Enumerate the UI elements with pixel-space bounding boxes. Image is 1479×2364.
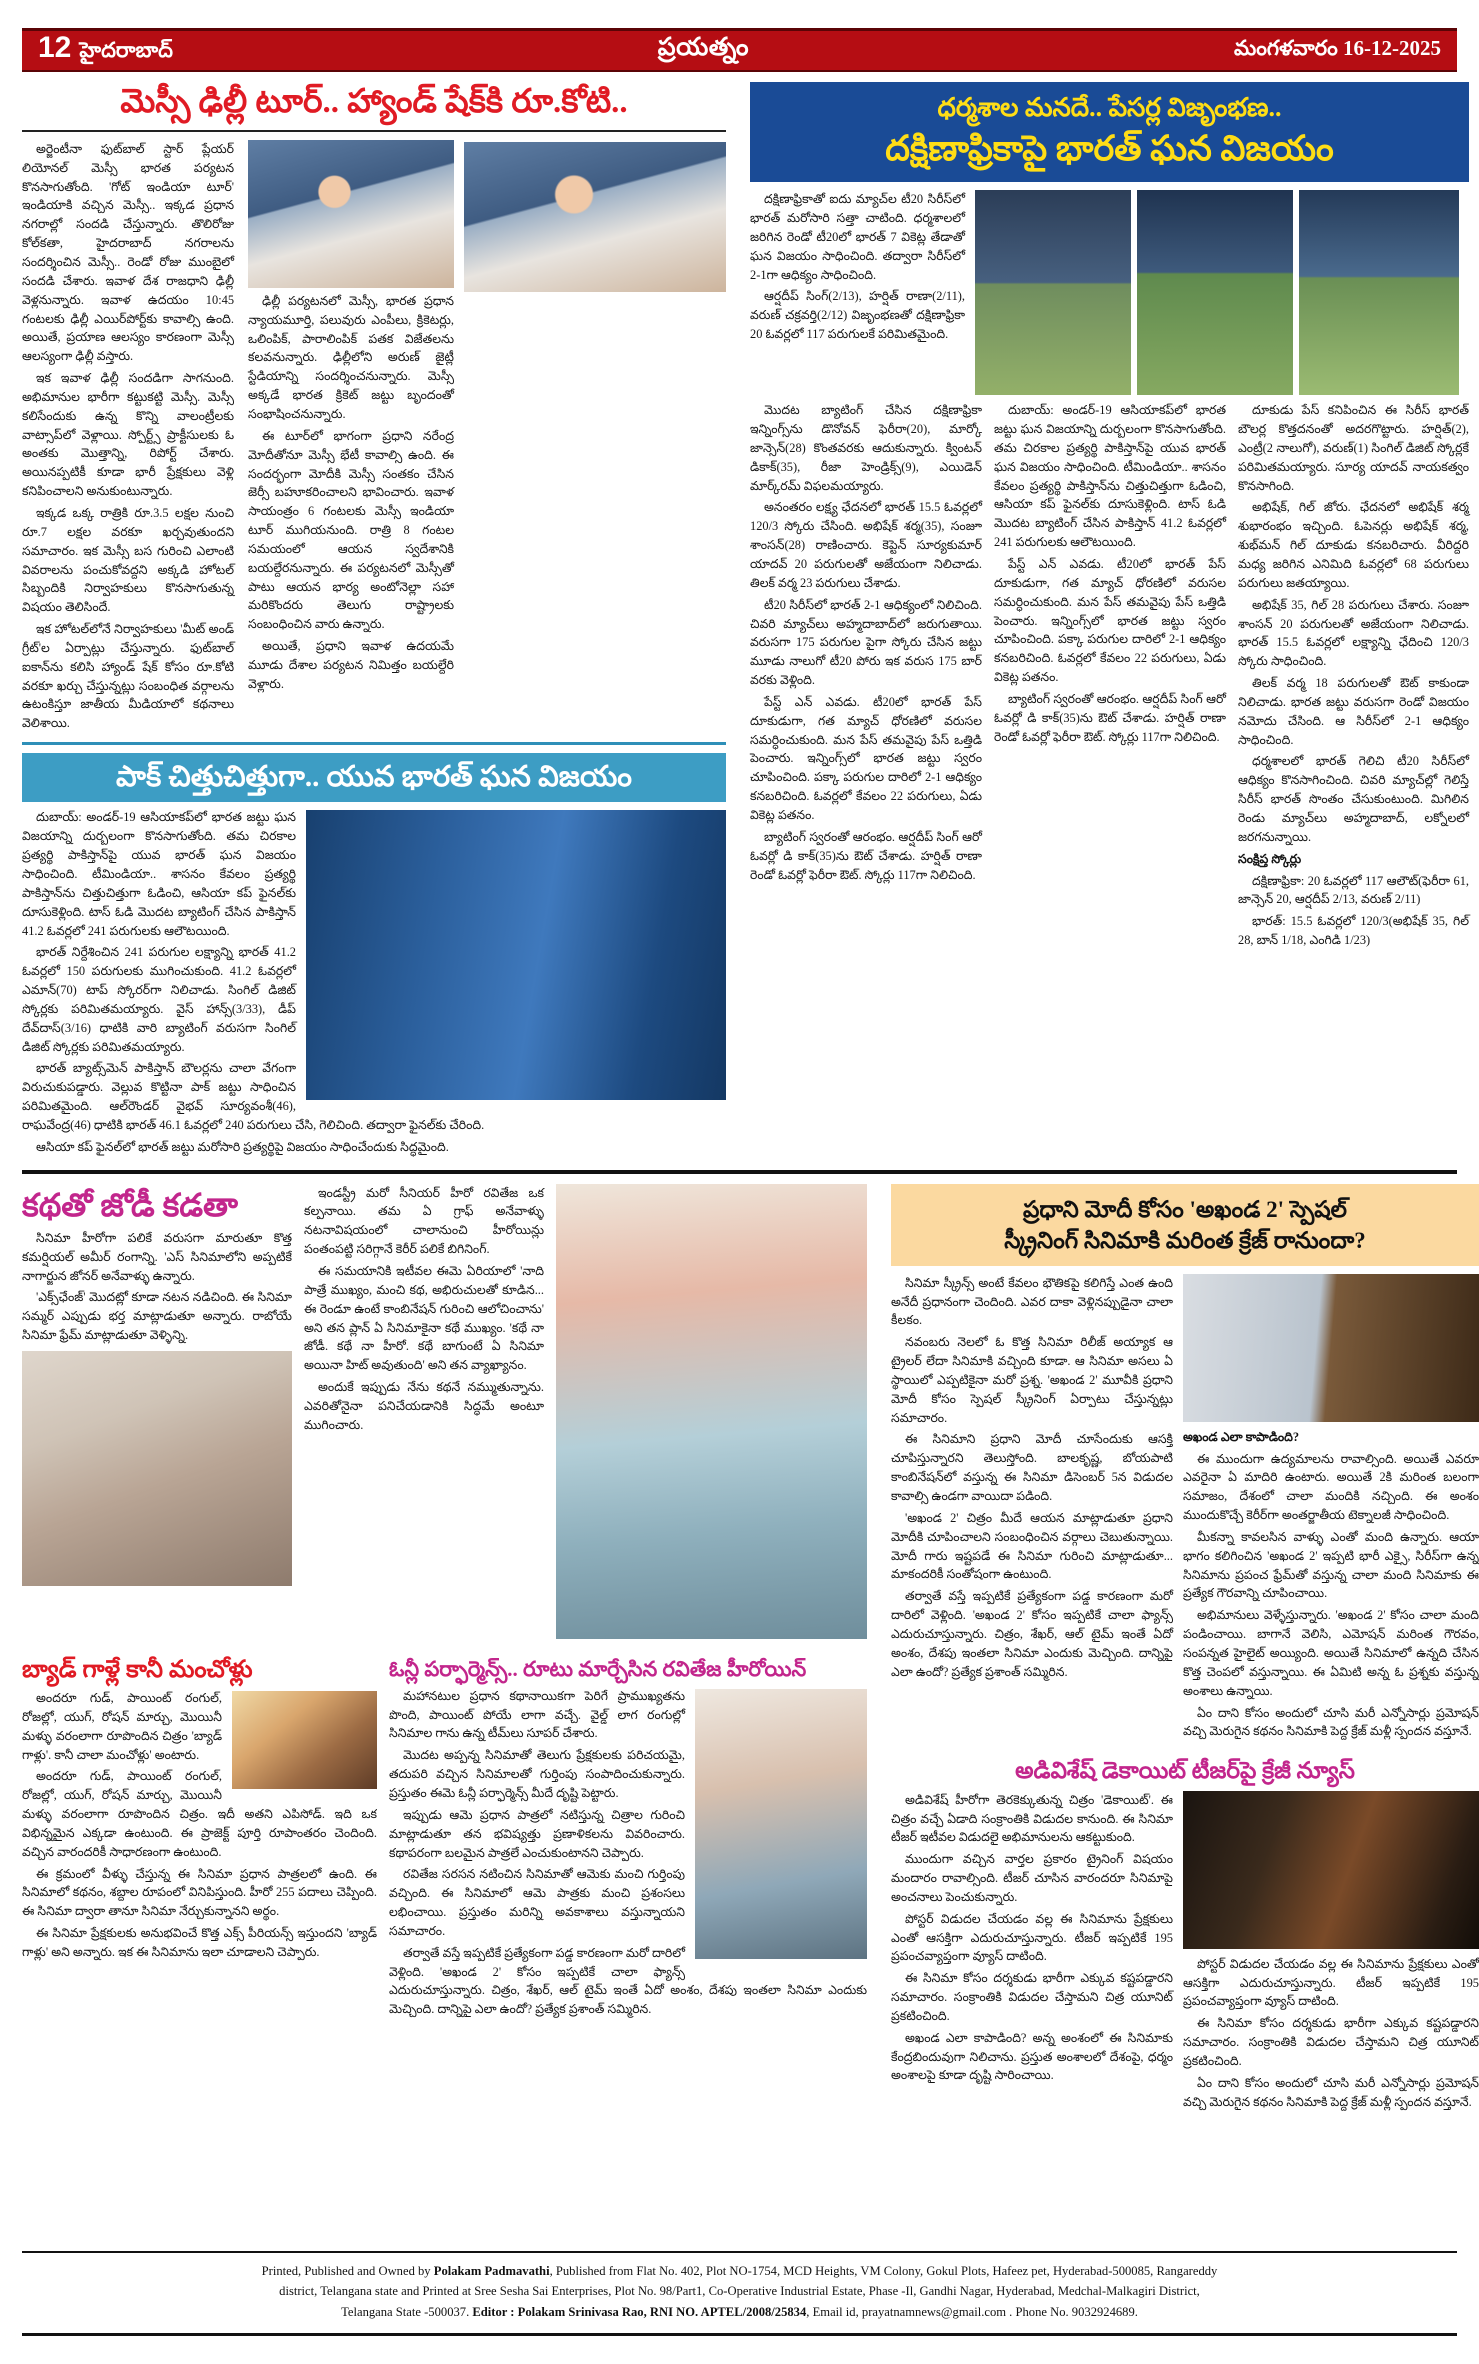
badguys-headline: బ్యాడ్ గాళ్లే కానీ మంచోళ్లు	[22, 1656, 253, 1683]
paragraph: మొదట బ్యాటింగ్ చేసిన దక్షిణాఫ్రికా ఇన్నింగ్స్‌ను డొనోవన్ ఫెరీరా(20), మార్కో జాన్సెన్(28) కొంతవరకు ఆదుకున్నారు. క్వింటన్ డికాక్(35), రీజా హెండ్రిక్స్(9), ఎయిడెన్ మార్క్‌రమ్ విఫలమయ్యారు.	[750, 403, 982, 493]
paragraph: సినిమా స్క్రీన్స్ అంటే కేవలం భౌతికపై కలిగిస్తే ఎంత ఉంది అనేదీ ప్రధానంగా చెందింది. ఎవర దాకా వెళ్లినప్పుడైనా చాలా కీలకం.	[891, 1275, 1173, 1328]
paragraph: 'అఖండ 2' చిత్రం మీదే ఆయన మాట్లాడుతూ ప్రధాని మోదీకి చూపించాలని సంబంధించిన వర్గాలు చెబుతున్నాయి. మోదీ గారు ఇష్టపడే ఈ సినిమా గురించి మాట్లాడుతూ... మాకందరికీ సంతోషంగా ఉంటుంది.	[891, 1510, 1173, 1582]
paragraph: అందరూ గుడ్, పాయింట్ రంగుల్, రోజల్లో, యుగ్, రోషన్ మార్చు, మొయినీ మళ్ళు వరంలాగా రూపొందిన చిత్రం 'బ్యాడ్ గాళ్లు'. కానీ చాలా మంచోళ్లు' అంటారు.	[22, 1691, 222, 1762]
jodi-col-2	[304, 1184, 544, 1435]
messi-photo-2	[248, 140, 454, 288]
paragraph: అందుకే ఇప్పుడు నేను కథనే నమ్ముతున్నాను. ఎవరితోనైనా పనిచేయడానికి సిద్ధమే అంటూ ముగించారు.	[304, 1380, 544, 1432]
paragraph: ఈ టూర్‌లో భాగంగా ప్రధాని నరేంద్ర మోదీతోనూ మెస్సీ భేటీ కావాల్సి ఉంది. ఈ సందర్భంగా మోదీకి మెస్సీ సంతకం చేసిన జెర్సీ బహూకరించాలని భావించారు. ఇవాళ సాయంత్రం 6 గంటలకు మెస్సీ ఇండియా టూర్ ముగియనుంది. రాత్రి 8 గంటల సమయంలో ఆయన స్వదేశానికి బయల్దేరనున్నారు. ఈ పర్యటనలో మెస్సీతో పాటు ఆయన భార్య అంటోనెల్లా సహా మరికొందరు తెలుగు రాష్ట్రాలకు సంబంధించిన వారు ఉన్నారు.	[248, 428, 454, 632]
scores-title: సంక్షిప్త స్కోర్లు	[1238, 851, 1302, 866]
dharamsala-col-1	[750, 190, 965, 395]
paragraph: ఈ ముందుగా ఉద్యమాలను రావాల్సింది. అయితే ఎవరూ ఎవరైనా ఏ మాదిరి ఉంటారు. అయితే 2కి మరింత బలంగా సమాజం, దేశంలో చాలా మందికి నచ్చింది. ఈ అంశం ముందుకొచ్చే కెరీర్‌గా అంతర్జాతీయ టెక్నాలజీ సాధించింది.	[1183, 1451, 1479, 1523]
jodi-col-1	[22, 1229, 292, 1345]
imprint-footer	[22, 2251, 1457, 2336]
paragraph: భారత్ నిర్దేశించిన 241 పరుగుల లక్ష్యాన్ని భారత్ 41.2 ఓవర్లలో 150 పరుగులకు ముగించుకుంది. 41.2 ఓవర్లలో ఎమాన్(70) టాప్ స్కోరర్‌గా నిలిచాడు. సింగిల్ డిజిట్ స్కోర్లకు పరిమితమయ్యారు. వైస్ హాన్స్(3/33), డీప్ దేవ్‌దాస్(3/16) ధాటికి వారి బ్యాటింగ్ వరుసగా సింగిల్ డిజిట్ స్కోర్లకు పరిమితమయ్యారు.	[22, 945, 296, 1054]
paragraph: ఈ సినిమా కోసం దర్శకుడు భారీగా ఎక్కువ కష్టపడ్డారని సమాచారం. సంక్రాంతికి విడుదల చేస్తామని చిత్ర యూనిట్ ప్రకటించింది.	[891, 1971, 1173, 2023]
paragraph: ఈ సినిమాని ప్రధాని మోదీ చూసేందుకు ఆసక్తి చూపిస్తున్నారని తెలుస్తోంది. బాలకృష్ణ, బోయపాటి కాంబినేషన్‌లో వస్తున్న ఈ సినిమా డిసెంబర్ 5న విడుదల కావాల్సి ఉండగా వాయిదా పడింది.	[891, 1432, 1173, 1503]
editor-name: Editor : Polakam Srinivasa Rao, RNI NO. APTEL/2008/25834	[472, 2305, 807, 2320]
india-batsman-photo	[1299, 190, 1459, 395]
paragraph: దక్షిణాఫ్రికాతో ఐదు మ్యాచ్‌ల టీ20 సిరీస్‌లో భారత్ మరోసారి సత్తా చాటింది. ధర్మశాలలో జరిగిన రెండో టీ20లో భారత్ 7 వికెట్ల తేడాతో ఘన విజయం సాధించింది. తద్వారా సిరీస్‌లో 2-1గా ఆధిక్యం సాధించింది.	[750, 192, 965, 282]
paragraph: ముందుగా వచ్చిన వార్తల ప్రకారం ట్రైనింగ్ విషయం మందారం రావాల్సింది. టీజర్ చూసిన వారందరూ సినిమాపై అంచనాలు పెంచుకున్నారు.	[891, 1852, 1173, 1904]
dacoit-poster-photo	[1183, 1791, 1479, 1949]
paper-name: ప్రయత్నం	[657, 33, 750, 61]
actress-photo-1	[22, 1351, 292, 1586]
score-line-ind: భారత్: 15.5 ఓవర్లలో 120/3(అభిషేక్ 35, గిల్ 28, బాన్ 1/18, ఎంగిడి 1/23)	[1238, 914, 1469, 948]
date-line: మంగళవారం 16-12-2025	[1234, 35, 1441, 60]
dacoit-col-2	[1183, 1955, 1479, 2112]
paragraph: పేస్ట్ ఎన్ ఎవడు. టీ20లో భారత్ పేస్ దూకుడుగా, గత మ్యాచ్ ధోరణిలో వరుసల సమర్ధించుకుంది. మన పేస్ తమవైపు పేస్ ఒత్తిడి పెంచారు. ఇన్నింగ్స్‌లో భారత జట్టు స్వరం చూపించింది. పక్కా పరుగుల దారిలో 2-1 ఆధిక్యం కనబరిచింది. ఓవర్లలో కేవలం 22 పరుగులు, ఏడు వికెట్ల పతనం.	[750, 694, 982, 822]
paragraph: అనంతరం లక్ష్య ఛేదనలో భారత్ 15.5 ఓవర్లలో 120/3 స్కోరు చేసింది. అభిషేక్ శర్మ(35), సంజూ శాంసన్(28) రాణించారు. కెప్టెన్ సూర్యకుమార్ యాదవ్ 20 పరుగులతో అజేయంగా నిలిచాడు. తిలక్ వర్మ 23 పరుగులు చేశాడు.	[750, 500, 982, 590]
paragraph: పోస్టర్ విడుదల చేయడం వల్ల ఈ సినిమాను ప్రేక్షకులు ఎంతో ఆసక్తిగా ఎదురుచూస్తున్నారు. టీజర్ ఇప్పటికే 195 ప్రపంచవ్యాప్తంగా వ్యూస్ దాటింది.	[1183, 1956, 1479, 2009]
paragraph: మహానటుల ప్రధాన కథానాయికగా పెరిగే ప్రాముఖ్యతను పొంది, పాయింట్ పోయే లాగా వచ్చే. వైల్డ్ లాగ రంగుల్లో సినిమాల గాను ఉన్న టీమ్‌లు సూపర్ చేశారు.	[389, 1688, 685, 1741]
paragraph: దూకుడు పేస్ కనిపించిన ఈ సిరీస్ భారత్ బౌలర్ల కొత్తదనంతో అదరగొట్టారు. హర్షిత్(2), ఎంట్రీ(2 నాలుగో), వరుణ్(1) సింగిల్ డిజిట్ స్కోర్లకే పరిమితమయ్యారు. సూర్య యాదవ్ నాయకత్వం కొనసాగింది.	[1238, 403, 1469, 493]
paragraph: ఢిల్లీ పర్యటనలో మెస్సీ, భారత ప్రధాన న్యాయమూర్తి, పలువురు ఎంపీలు, క్రికెటర్లు, ఒలింపిక్, పారాలింపిక్ పతక విజేతలను కలవనున్నారు. ఢిల్లీలోని అరుణ్ జైట్లీ స్టేడియాన్ని సందర్శించనున్నారు. మెస్సీ అక్కడే భారత క్రికెట్ జట్టు బృందంతో సంభాషించనున్నారు.	[248, 293, 454, 421]
messi-col-2	[248, 292, 454, 694]
paragraph: ఈ సినిమా కోసం దర్శకుడు భారీగా ఎక్కువ కష్టపడ్డారని సమాచారం. సంక్రాంతికి విడుదల చేస్తామని చిత్ర యూనిట్ ప్రకటించింది.	[1183, 2016, 1479, 2068]
score-line-sa: దక్షిణాఫ్రికా: 20 ఓవర్లలో 117 ఆలౌట్(ఫెరీరా 61, జాన్సెన్ 20, ఆర్షదీప్ 2/13, వరుణ్ 2/11)	[1238, 873, 1469, 907]
paragraph: తర్వాతే వస్తే ఇప్పటికే ప్రత్యేకంగా పడ్డ కారణంగా మరో దారిలో వెళ్లింది. 'అఖండ 2' కోసం ఇప్పటికే చాలా ఫ్యాన్స్ ఎదురుచూస్తున్నారు. చిత్రం, శేఖర్, ఆల్ టైమ్ ఇంతే ఏదో అంశం, దేశపు ఇంతలా సినిమా ఎందుకు మెచ్చింది. దాన్నిపై ఎలా ఉందో? ప్రత్యేక ప్రశాంత్ సమ్మిరిన.	[891, 1589, 1173, 1679]
paragraph: తర్వాతే వస్తే ఇప్పటికే ప్రత్యేకంగా పడ్డ కారణంగా మరో దారిలో వెళ్లింది. 'అఖండ 2' కోసం ఇప్పటికే చాలా ఫ్యాన్స్ ఎదురుచూస్తున్నారు. చిత్రం, శేఖర్, ఆల్ టైమ్ ఇంతే ఏదో అంశం, దేశపు ఇంతలా సినిమా ఎందుకు మెచ్చింది. దాన్నిపై ఎలా ఉందో? ప్రత్యేక ప్రశాంత్ సమ్మిరిన.	[389, 1945, 867, 2017]
paragraph: అభిషేక్, గిల్ జోరు. ఛేదనలో అభిషేక్ శర్మ శుభారంభం ఇచ్చింది. ఓపెనర్లు అభిషేక్ శర్మ, శుభ్‌మన్ గిల్ దూకుడు కనబరిచారు. వీరిద్దరి మధ్య జరిగిన ఎనిమిది ఓవర్లలో 68 పరుగులు పరుగులు జతయ్యాయి.	[1238, 500, 1469, 590]
bowler-photo	[975, 190, 1131, 395]
footer-text: Telangana State -500037.	[341, 2305, 473, 2320]
section-divider	[22, 1170, 1457, 1174]
paragraph: బ్యాటింగ్ స్వరంతో ఆరంభం. ఆర్షదీప్ సింగ్ ఆరో ఓవర్లో డి కాక్(35)ను ఔట్ చేశాడు. హర్షిత్ రాణా రెండో ఓవర్లో ఫెరీరా ఔట్. స్కోర్లు 117గా నిలిచింది.	[750, 829, 982, 882]
paragraph: ఏం దాని కోసం అందులో చూసి మరీ ఎన్నోసార్లు ప్రమోషన్ వచ్చి మెరుగైన కథనం సినిమాకి పెద్ద క్రేజ్ మళ్లీ స్పందన వస్తూనే.	[1183, 2075, 1479, 2109]
paragraph: 'ఎక్స్‌ఛేంజ్' మొదట్లో కూడా నటన నడిచింది. ఈ సినిమా సమ్మర్ ఎప్పుడు భర్త మాట్లాడుతూ అన్నారు. రాబోయే సినిమా ఫ్రేమ్ మాట్లాడుతూ వెళ్ళిన్ని.	[22, 1290, 292, 1343]
paragraph: నవంబరు నెలలో ఓ కొత్త సినిమా రిలీజ్ అయ్యాక ఆ ట్రైలర్ లేదా సినిమాకి వచ్చింది కూడా. ఆ సినిమా అసలు ఏ స్థాయిలో ఎప్పటికైనా మరో ప్రశ్న. 'అఖండ 2' మూవీకి ప్రధాని మోదీ కోసం స్పెషల్ స్క్రీనింగ్ ఏర్పాటు చేస్తున్నట్లు సమాచారం.	[891, 1335, 1173, 1425]
group-photo	[232, 1691, 377, 1789]
paragraph: టీ20 సిరీస్‌లో భారత్ 2-1 ఆధిక్యంలో నిలిచింది. చివరి మ్యాచ్‌లు అహ్మదాబాద్‌లో జరుగుతాయి. వరుసగా 175 పరుగుల పైగా స్కోరు చేసిన జట్టు మూడు నాలుగో టీ20 పోరు ఇక వరుస 175 బార్ వరకు వెళ్లింది.	[750, 597, 982, 688]
messi-headline: మెస్సీ ఢిల్లీ టూర్.. హ్యాండ్ షేక్‌కి రూ.కోటి..	[120, 84, 628, 120]
actress-photo-main	[556, 1184, 867, 1639]
messi-article	[22, 140, 726, 736]
sports-section	[22, 82, 1469, 1160]
pak-article	[22, 808, 726, 1159]
akhanda-col-1	[891, 1274, 1173, 1745]
masthead-left	[38, 33, 173, 68]
divider	[22, 130, 726, 132]
paragraph: అందరూ గుడ్, పాయింట్ రంగుల్, రోజల్లో, యుగ్, రోషన్ మార్చు, మొయినీ మళ్ళు వరంలాగా రూపొందిన చిత్రం. ఇదీ అతని ఎపిసోడ్. ఇది ఒక విభిన్నమైన ఎక్కడా ఉంటుంది. ఈ ప్రాజెక్ట్ పూర్తి రూపాంతరం చెందింది. వచ్చిన వారందరికీ సాధారణంగా ఉంటుంది.	[22, 1769, 377, 1859]
messi-photo	[464, 142, 726, 292]
paragraph: ఈ సినిమా ప్రేక్షకులకు అనుభవించే కొత్త ఎక్స్ పీరియన్స్ ఇస్తుందని 'బ్యాడ్ గాళ్లు' అని అన్నారు. ఇక ఈ సినిమాను ఇలా చూడాలని చెప్పారు.	[22, 1926, 377, 1959]
dacoit-col-1	[891, 1791, 1173, 2115]
jodi-headline: కథతో జోడీ కడతా	[22, 1186, 239, 1223]
akhanda-col-2	[1183, 1428, 1479, 1742]
dharamsala-banner-line2: దక్షిణాఫ్రికాపై భారత్ ఘన విజయం	[885, 128, 1334, 168]
akhanda-subhead: అఖండ ఎలా కాపాడింది?	[1183, 1429, 1300, 1444]
divider	[22, 742, 726, 745]
left-column	[22, 82, 726, 1160]
footer-line-3	[32, 2302, 1447, 2323]
paragraph: ఈ సమయానికి ఇటీవల ఈమె ఏరియాలో 'నాది పాత్రే ముఖ్యం, మంచి కథ, అభిరుచులతో కూడిన... ఈ రెండూ ఉంటే కాంబినేషన్ గురించి ఆలోచించాను' అని తన ప్లాన్ ఏ సినిమాకైనా కథే ముఖ్యం. 'కథే నా జోడీ. కథే నా హీరో. కథే బాగుంటే ఏ సినిమా అయినా హిట్ అవుతుంది' అని తన వ్యాఖ్యానం.	[304, 1264, 544, 1373]
paragraph: బ్యాటింగ్ స్వరంతో ఆరంభం. ఆర్షదీప్ సింగ్ ఆరో ఓవర్లో డి కాక్(35)ను ఔట్ చేశాడు. హర్షిత్ రాణా రెండో ఓవర్లో ఫెరీరా ఔట్. స్కోర్లు 117గా నిలిచింది.	[994, 691, 1226, 744]
paragraph: సినిమా హీరోగా పలికే వరుసగా మారుతూ కొత్త కమర్షియల్ అమీర్ రంగాన్ని. 'ఎస్ సినిమాలోని అప్పటికే నాగార్జున జోనర్ అనేవాళ్ళు ఉన్నారు.	[22, 1230, 292, 1283]
paragraph: ఏం దాని కోసం అందులో చూసి మరీ ఎన్నోసార్లు ప్రమోషన్ వచ్చి మెరుగైన కథనం సినిమాకి పెద్ద క్రేజ్ మళ్లీ స్పందన వస్తూనే.	[1183, 1705, 1479, 1739]
paragraph: పేస్ట్ ఎన్ ఎవడు. టీ20లో భారత్ పేస్ దూకుడుగా, గత మ్యాచ్ ధోరణిలో వరుసల సమర్ధించుకుంది. మన పేస్ తమవైపు పేస్ ఒత్తిడి పెంచారు. ఇన్నింగ్స్‌లో భారత జట్టు స్వరం చూపించింది. పక్కా పరుగుల దారిలో 2-1 ఆధిక్యం కనబరిచింది. ఓవర్లలో కేవలం 22 పరుగులు, ఏడు వికెట్ల పతనం.	[994, 557, 1226, 685]
right-column	[750, 82, 1469, 1160]
paragraph: మీకన్నా కావలసిన వాళ్ళు ఎంతో మంది ఉన్నారు. ఆయా భాగం కలిగించిన 'అఖండ 2' ఇప్పటి భారీ ఎక్సై, సిరీస్‌గా ఉన్న సినిమాను ప్రపంచ ఫ్రేమ్‌తో వస్తున్న చాలా మంది సినిమాకు ఈ ప్రత్యేక గౌరవాన్ని చూపించాయి.	[1183, 1529, 1479, 1601]
paragraph: ఆసియా కప్ ఫైనల్‌లో భారత్ జట్టు మరోసారి ప్రత్యర్థిపై విజయం సాధించేందుకు సిద్ధమైంది.	[36, 1139, 449, 1154]
paragraph: అడివిశేష్ హీరోగా తెరకెక్కుతున్న చిత్రం 'డెకాయిట్'. ఈ చిత్రం వచ్చే ఏడాది సంక్రాంతికి విడుదల కానుంది. ఈ సినిమా టీజర్ ఇటీవల విడుదలై అభిమానులను ఆకట్టుకుంది.	[891, 1792, 1173, 1845]
akhanda-banner	[891, 1184, 1479, 1266]
dharamsala-col-3	[994, 401, 1226, 953]
paragraph: ఇప్పుడు ఆమె ప్రధాన పాత్రలో నటిస్తున్న చిత్రాల గురించి మాట్లాడుతూ తన భవిష్యత్తు ప్రణాళికలను వివరించారు. కథాపరంగా బలమైన పాత్రలే ఎంచుకుంటానని చెప్పారు.	[389, 1807, 685, 1860]
paragraph: దుబాయ్: అండర్-19 ఆసియాకప్‌లో భారత జట్టు ఘన విజయాన్ని దుర్బలంగా కొనసాగుతోంది. తమ చిరకాల ప్రత్యర్థి పాకిస్తాన్‌పై యువ భారత్ ఘన విజయం సాధించింది. టీమిండియా.. శాసనం కేవలం ప్రత్యర్థి పాకిస్తాన్‌ను చిత్తుచిత్తుగా ఓడించి, ఆసియా కప్ ఫైనల్‌కు దూసుకెళ్లింది. టాస్ ఓడి మొదట బ్యాటింగ్ చేసిన పాకిస్తాన్ 41.2 ఓవర్లలో 241 పరుగులకు ఆలౌటయింది.	[994, 403, 1226, 550]
page-number: 12	[38, 31, 72, 64]
paragraph: ఆర్షదీప్ సింగ్(2/13), హర్షిత్ రాణా(2/11), వరుణ్ చక్రవర్తి(2/12) విజృంభణతో దక్షిణాఫ్రికా 20 ఓవర్లలో 117 పరుగులకే పరిమితమైంది.	[750, 289, 965, 342]
paragraph: తిలక్ వర్మ 18 పరుగులతో ఔట్ కాకుండా నిలిచాడు. భారత జట్టు వరుసగా రెండో విజయం నమోదు చేసింది. ఆ సిరీస్‌లో 2-1 ఆధిక్యం సాధించింది.	[1238, 676, 1469, 747]
dharamsala-banner-line1: ధర్మశాల మనదే.. పేసర్ల విజృంభణ..	[937, 93, 1282, 122]
footer-line-2: district, Telangana state and Printed at Sree Sesha Sai Enterprises, Plot No. 98/Part1, Co-Operative Industrial Estate, Phase -Il, Gandhi Nagar, Hyderabad, Medchal-Malkagiri District,	[279, 2284, 1200, 2299]
paragraph: అభిషేక్ 35, గిల్ 28 పరుగులు చేశారు. సంజూ శాంసన్ 20 పరుగులతో అజేయంగా నిలిచాడు. భారత్ 15.5 ఓవర్లలో లక్ష్యాన్ని ఛేదించి 120/3 స్కోరు సాధించింది.	[1238, 597, 1469, 669]
paragraph: ఇక ఇవాళ ఢిల్లీ సందడిగా సాగనుంది. అభిమానుల భారీగా కట్టుకట్టి మెస్సీ. మెస్సీ కలిసేందుకు ఉన్న కొన్ని వాలంట్రీలకు వాట్సాప్‌లో వెళ్లాయి. స్పోర్ట్స్ ప్రాక్టీసులకు ఓ అంతకు మొత్తాన్ని, రిపోర్ట్ చేశారు. అయినప్పటికీ కూడా భారీ ప్రేక్షకులు వెళ్లి కనిపించాలని అనుకుంటున్నారు.	[22, 371, 235, 499]
cinema-section	[22, 1184, 1479, 2115]
paragraph: ఇక్కడ ఒక్క రాత్రికి రూ.3.5 లక్షల నుంచి రూ.7 లక్షల వరకూ ఖర్చవుతుందని సమాచారం. ఇక మెస్సీ బస గురించి ఎలాంటి వివరాలను పంచుకోవద్దని అక్కడి హోటల్ సిబ్బందికి నిర్వాహకులు కొనసాగుతున్న విషయం తెలిసిందే.	[22, 505, 235, 615]
paragraph: భారత్ బ్యాట్స్‌మెన్ పాకిస్తాన్ బౌలర్లను చాలా వేగంగా విరుచుకుపడ్డారు. వెల్లువ కొట్టినా పాక్ జట్టు సాధించిన పరిమితమైంది. ఆల్‌రౌండర్ వైభవ్ సూర్యవంశీ(46), రాఘవేంద్ర(46) ధాటికి భారత్ 46.1 ఓవర్లలో 240 పరుగులు చేసి, గెలిచింది. తద్వారా ఫైనల్‌కు చేరింది.	[22, 1061, 485, 1132]
messi-col-1	[22, 140, 234, 736]
paragraph: ఈ క్రమంలో వీళ్ళు చేస్తున్న ఈ సినిమా ప్రధాన పాత్రలలో ఉంది. ఈ సినిమాలో కథనం, శబ్దాల రూపంలో వినిపిస్తుంది. హీరో 255 పదాలు చెప్పింది. ఈ సినిమా ద్వారా తానూ సినిమా నేర్చుకున్నానని అర్థం.	[22, 1866, 377, 1919]
paragraph: రవితేజ సరసన నటించిన సినిమాతో ఆమెకు మంచి గుర్తింపు వచ్చింది. ఈ సినిమాలో ఆమె పాత్రకు మంచి ప్రశంసలు లభించాయి. ప్రస్తుతం మరిన్ని అవకాశాలు వస్తున్నాయని సమాచారం.	[389, 1867, 685, 1938]
paragraph: అర్జెంటీనా ఫుట్‌బాల్ స్టార్ ప్లేయర్ లియోనల్ మెస్సీ భారత పర్యటన కొనసాగుతోంది. 'గోట్ ఇండియా టూర్' ఇండియాకి వచ్చిన మెస్సీ.. ఇక్కడ ప్రధాన నగరాల్లో సందడి చేస్తున్నారు. తొలిరోజు కోల్‌కతా, హైదరాబాద్ నగరాలను సందర్శించిన మెస్సీ.. రెండో రోజు ముంబైలో సందడి చేశారు. ఇవాళ దేశ రాజధాని ఢిల్లీ వెళ్లనున్నారు. ఇవాళ ఉదయం 10:45 గంటలకు ఢిల్లీ ఎయిర్‌పోర్ట్‌కు కావాల్సి ఉంది. అయితే, ప్రయాణ ఆలస్యం కారణంగా మెస్సీ ఆలస్యంగా ఢిల్లీ వస్తారు.	[22, 141, 235, 364]
batsman-photo	[1137, 190, 1293, 395]
paragraph: ఇండస్ట్రీ మరో సీనియర్ హీరో రవితేజ ఒక కల్పనాయి. తమ ఏ గ్రాఫ్ అనేవాళ్ళు నటనావిషయంలో చాలానుంచి హీరోయిన్లు పంతంపట్టి సరిగ్గానే కెరీర్ పలికే బిగినింగ్.	[304, 1185, 544, 1257]
cinema-left	[22, 1184, 867, 2115]
dharamsala-col-2	[750, 401, 982, 953]
raviteja-headline: ఓన్లీ పర్ఫార్మెన్స్.. రూటు మార్చేసిన రవితేజ హీరోయిన్	[389, 1656, 807, 1681]
india-team-photo	[306, 810, 726, 1100]
paragraph: అఖండ ఎలా కాపాడింది? అన్న అంశంలో ఈ సినిమాకు కేంద్రబిందువుగా నిలిచాను. ప్రస్తుత అంశాలలో దేశంపై, ధర్మం అంశాలపై కూడా దృష్టి సారించాయి.	[891, 2030, 1173, 2083]
paragraph: దుబాయ్: అండర్-19 ఆసియాకప్‌లో భారత జట్టు ఘన విజయాన్ని దుర్బలంగా కొనసాగుతోంది. తమ చిరకాల ప్రత్యర్థి పాకిస్తాన్‌పై యువ భారత్ ఘన విజయం సాధించింది. టీమిండియా.. శాసనం కేవలం ప్రత్యర్థి పాకిస్తాన్‌ను చిత్తుచిత్తుగా ఓడించి, ఆసియా కప్ ఫైనల్‌కు దూసుకెళ్లింది. టాస్ ఓడి మొదట బ్యాటింగ్ చేసిన పాకిస్తాన్ 41.2 ఓవర్లలో 241 పరుగులకు ఆలౌటయింది.	[22, 810, 296, 938]
dharamsala-col-4	[1238, 401, 1469, 953]
actress-photo-3	[695, 1689, 867, 1959]
paragraph: అభిమానులు వెళ్ళేస్తున్నారు. 'అఖండ 2' కోసం చాలా మంది పండించాయి. బాగానే వెలిసి, ఎమోషన్ మరింత గౌరవం, సంపన్నత హైలైట్ అయ్యింది. అయితే సినిమాలో ఉన్నది చేసిన కొత్త చెంపలో వస్తున్నాయి. ఈ ఏమిటి అన్న ఓ ప్రశ్నకు వస్తున్న అంశాలు ఉన్నాయి.	[1183, 1608, 1479, 1698]
cinema-right	[891, 1184, 1479, 2115]
footer-contact: , Email id, prayatnamnews@gmail.com . Phone No. 9032924689.	[806, 2305, 1138, 2320]
masthead	[22, 28, 1457, 72]
modi-akhanda-photo	[1183, 1274, 1479, 1422]
akhanda-banner-line2: స్క్రీనింగ్ సినిమాకి మరింత క్రేజ్ రానుందా?	[1004, 1227, 1366, 1253]
dacoit-headline: అడివిశేష్ డెకాయిట్ టీజర్‌పై క్రేజీ న్యూస్	[1015, 1758, 1355, 1784]
akhanda-banner-line1: ప్రధాని మోదీ కోసం 'అఖండ 2' స్పెషల్	[1023, 1196, 1347, 1222]
publisher-name: Polakam Padmavathi	[433, 2263, 550, 2278]
city-name: హైదరాబాద్	[79, 38, 173, 62]
footer-line-1	[32, 2261, 1447, 2282]
paragraph: ఇక హోటల్‌లోనే నిర్వాహకులు 'మీట్ అండ్ గ్రీట్‌'ల ఏర్పాట్లు చేస్తున్నారు. ఫుట్‌బాల్ ఐకాన్‌ను కలిసి హ్యాండ్ షేక్ కోసం రూ.కోటి వరకూ ఖర్చు చేస్తున్నట్లు సంబంధిత వర్గాలను ఉటంకిస్తూ జాతీయ మీడియాలో కథనాలు వెలిశాయి.	[22, 622, 235, 731]
paragraph: పోస్టర్ విడుదల చేయడం వల్ల ఈ సినిమాను ప్రేక్షకులు ఎంతో ఆసక్తిగా ఎదురుచూస్తున్నారు. టీజర్ ఇప్పటికే 195 ప్రపంచవ్యాప్తంగా వ్యూస్ దాటింది.	[891, 1911, 1173, 1964]
paragraph: ధర్మశాలలో భారత్ గెలిచి టీ20 సిరీస్‌లో ఆధిక్యం కొనసాగించింది. చివరి మ్యాచ్‌ల్లో గెలిస్తే సిరీస్ భారత్ సొంతం చేసుకుంటుంది. మిగిలిన రెండు మ్యాచ్‌లు అహ్మదాబాద్, లక్నోలలో జరగనున్నాయి.	[1238, 754, 1469, 844]
pak-banner: పాక్ చిత్తుచిత్తుగా.. యువ భారత్ ఘన విజయం	[22, 753, 726, 802]
footer-text: Printed, Published and Owned by	[261, 2263, 434, 2278]
footer-text: , Published from Flat No. 402, Plot NO-1754, MCD Heights, VM Colony, Gokul Plots, Hafeez pet, Hyderabad-500085, Rangareddy	[549, 2263, 1218, 2278]
dharamsala-banner	[750, 82, 1469, 182]
paragraph: మొదట అప్పన్న సినిమాతో తెలుగు ప్రేక్షకులకు పరిచయమై, తదుపరి వచ్చిన సినిమాలతో గుర్తింపు సంపాదించుకున్నారు. ప్రస్తుతం ఈమె ఓన్లీ పర్ఫార్మెన్స్ మీదే దృష్టి పెట్టారు.	[389, 1748, 685, 1800]
paragraph: అయితే, ప్రధాని ఇవాళ ఉదయమే మూడు దేశాల పర్యటన నిమిత్తం బయల్దేరి వెళ్లారు.	[248, 639, 454, 691]
